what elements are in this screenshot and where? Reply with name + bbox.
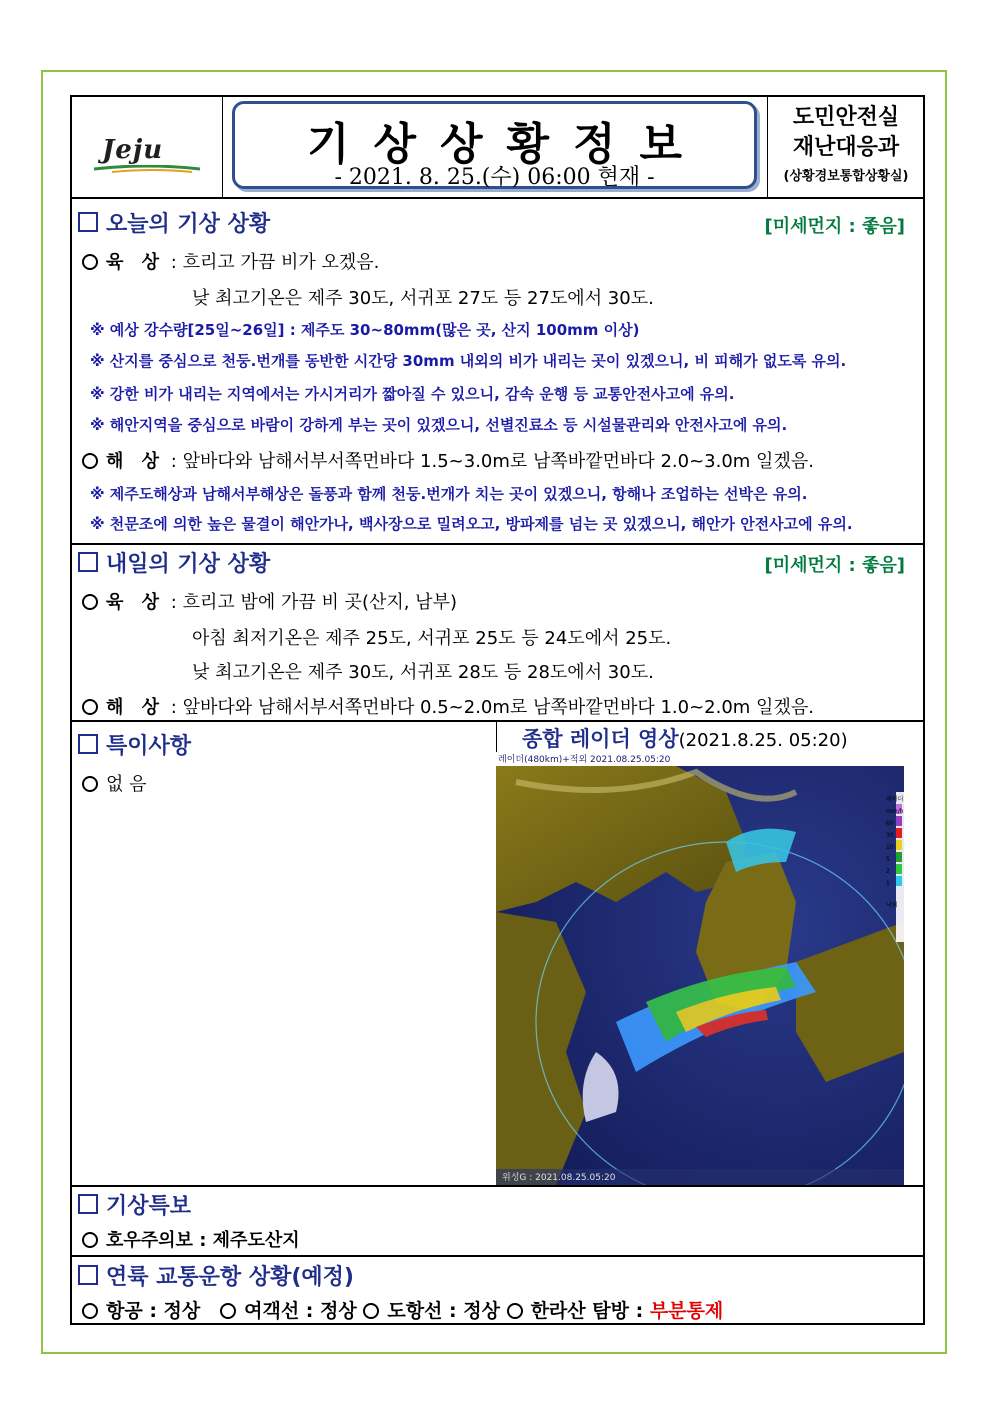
radar-legend [886, 794, 904, 912]
divider [72, 1185, 923, 1187]
today-land-temp: 낮 최고기온은 제주 30도, 서귀포 27도 등 27도에서 30도. [192, 288, 654, 309]
hallasan-status: 부분통제 [649, 1300, 724, 1322]
today-note-3: ※ 강한 비가 내리는 지역에서는 가시거리가 짧아질 수 있으니, 감속 운행 등 교통안전사고에 유의. [90, 385, 735, 403]
today-heading: 오늘의 기상 상황 [78, 207, 270, 238]
checkbox-icon [78, 1194, 98, 1214]
circle-bullet-icon [82, 594, 98, 610]
today-note-4: ※ 해안지역을 중심으로 바람이 강하게 부는 곳이 있겠으니, 선별진료소 등 시설물관리와 안전사고에 유의. [90, 416, 788, 434]
tomorrow-heading: 내일의 기상 상황 [78, 547, 270, 578]
circle-bullet-icon [363, 1303, 379, 1319]
circle-bullet-icon [82, 1232, 98, 1248]
legend-value: 30 [886, 832, 894, 839]
report-header [72, 97, 923, 199]
legend-lightning: 낙뢰 [886, 902, 898, 909]
checkbox-icon [78, 734, 98, 754]
logo-text: Jeju [102, 135, 164, 165]
island-ferry-status: 도항선 : 정상 [387, 1300, 500, 1322]
radar-top-label: 레이더(480km)+적외 2021.08.25.05:20 [498, 755, 671, 765]
circle-bullet-icon [82, 1303, 98, 1319]
legend-value: 2 [886, 868, 890, 875]
dept-name-3: (상황경보통합상황실) [783, 169, 909, 184]
warnings-heading: 기상특보 [78, 1189, 191, 1220]
checkbox-icon [78, 1265, 98, 1285]
weather-report-document [70, 95, 925, 1325]
transport-heading: 연륙 교통운항 상황(예정) [78, 1260, 354, 1291]
report-date: - 2021. 8. 25.(수) 06:00 현재 - [334, 165, 655, 190]
divider [72, 720, 923, 722]
tomorrow-dust: [미세먼지 : 좋음] [764, 555, 905, 576]
special-heading: 특이사항 [78, 729, 191, 760]
circle-bullet-icon [220, 1303, 236, 1319]
circle-bullet-icon [82, 254, 98, 270]
department-info [767, 97, 924, 197]
checkbox-icon [78, 552, 98, 572]
today-sea-note-2: ※ 천문조에 의한 높은 물결이 해안가나, 백사장으로 밀려오고, 방파제를 넘는 곳 있겠으니, 해안가 안전사고에 유의. [90, 515, 853, 533]
circle-bullet-icon [82, 453, 98, 469]
ferry-status: 여객선 : 정상 [244, 1300, 357, 1322]
today-sea-note-1: ※ 제주도해상과 남해서부해상은 돌풍과 함께 천둥.번개가 치는 곳이 있겠으니, 항해나 조업하는 선박은 유의. [90, 485, 808, 503]
legend-value: 1 [886, 880, 890, 887]
circle-bullet-icon [82, 776, 98, 792]
radar-map-image [496, 752, 904, 1185]
title-banner [232, 101, 757, 189]
circle-bullet-icon [82, 699, 98, 715]
logo-swoosh-icon [92, 165, 202, 173]
legend-title: 레이더 [886, 796, 904, 803]
today-note-1: ※ 예상 강수량[25일~26일] : 제주도 30~80mm(많은 곳, 산지 100mm 이상) [90, 321, 640, 339]
legend-unit: mm/h [886, 808, 904, 815]
hallasan-label: 한라산 탐방 : [530, 1300, 644, 1322]
transport-status-line [82, 1296, 723, 1323]
tomorrow-max-temp: 낮 최고기온은 제주 30도, 서귀포 28도 등 28도에서 30도. [192, 662, 654, 683]
dept-name-1: 도민안전실 [792, 105, 900, 130]
jeju-logo [72, 97, 223, 197]
legend-value: 10 [886, 844, 894, 851]
radar-bottom-label: 위성G : 2021.08.25.05:20 [502, 1173, 616, 1183]
radar-title: 종합 레이더 영상(2021.8.25. 05:20) [522, 727, 848, 751]
special-item: 없 음 [82, 770, 147, 796]
today-note-2: ※ 산지를 중심으로 천둥.번개를 동반한 시간당 30mm 내외의 비가 내리는 곳이 있겠으니, 비 피해가 없도록 유의. [90, 352, 847, 370]
report-title: 기상상황정보 [306, 119, 707, 170]
today-land-line: 육 상 : 흐리고 가끔 비가 오겠음. [82, 248, 379, 274]
warning-item: 호우주의보 : 제주도산지 [82, 1226, 300, 1252]
today-sea-line: 해 상 : 앞바다와 남해서부서쪽먼바다 1.5~3.0m로 남쪽바깥먼바다 2.0~3.0m 일겠음. [82, 447, 814, 473]
divider [72, 1255, 923, 1257]
checkbox-icon [78, 212, 98, 232]
tomorrow-land-line: 육 상 : 흐리고 밤에 가끔 비 곳(산지, 남부) [82, 588, 457, 614]
tomorrow-sea-line: 해 상 : 앞바다와 남해서부서쪽먼바다 0.5~2.0m로 남쪽바깥먼바다 1.0~2.0m 일겠음. [82, 693, 814, 719]
radar-satellite-image [496, 752, 904, 1185]
tomorrow-min-temp: 아침 최저기온은 제주 25도, 서귀포 25도 등 24도에서 25도. [192, 628, 672, 649]
dept-name-2: 재난대응과 [792, 135, 900, 160]
divider [72, 543, 923, 545]
legend-value: 60 [886, 820, 894, 827]
legend-value: 5 [886, 856, 890, 863]
air-status: 항공 : 정상 [106, 1300, 201, 1322]
today-dust: [미세먼지 : 좋음] [764, 216, 905, 237]
circle-bullet-icon [507, 1303, 523, 1319]
